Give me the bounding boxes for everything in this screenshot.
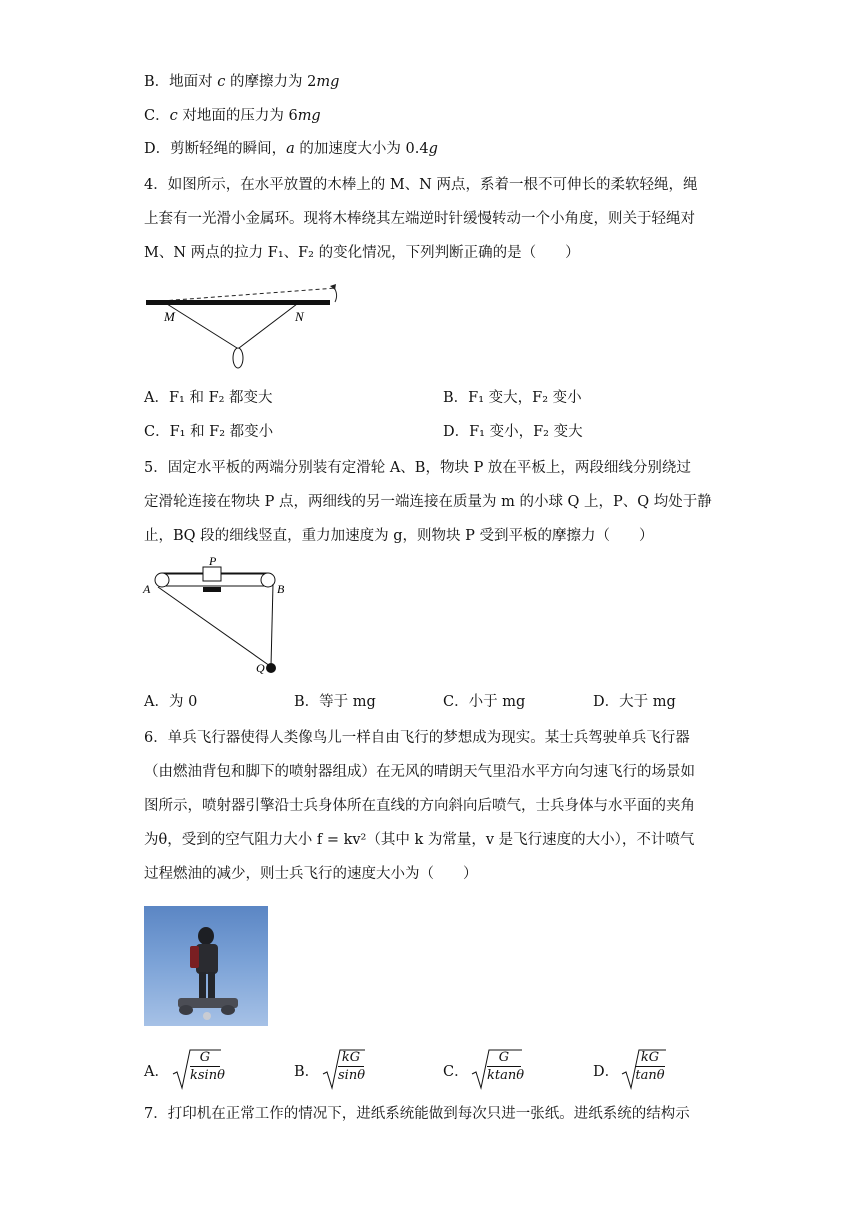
q6-option-c: C． $\frac{G}{ktan\theta}$ bbox=[443, 1046, 563, 1092]
label-a: A bbox=[143, 582, 151, 596]
q5-option-a: A．为 0 bbox=[144, 694, 198, 710]
metal-ring bbox=[233, 348, 243, 368]
rope-right bbox=[239, 304, 297, 348]
q5-option-c: C．小于 mg bbox=[443, 694, 526, 710]
option-b-prev: B．地面对 c 的摩擦力为 2mg bbox=[144, 74, 340, 90]
q5-figure-pulleys bbox=[140, 554, 290, 680]
rotated-rod-dashed bbox=[148, 288, 336, 302]
label-n: N bbox=[295, 309, 304, 324]
question-6-stem: 6．单兵飞行器使得人类像鸟儿一样自由飞行的梦想成为现实。某士兵驾驶单兵飞行器 （由燃油背包和脚下的喷射器组成）在无风的晴朗天气里沿水平方向匀速飞行的场景如 图所示，喷射器引擎沿士兵身体所在直线的方向斜向后喷气，士兵身体与水平面的夹角 为θ，受到的空气阻力大小 f = kv²（其中 k 为常量，v 是飞行速度的大小），不计喷气 过程燃油的减少，则士兵飞行的速度大小为（ ） bbox=[144, 730, 695, 882]
jetpack-soldier-photo bbox=[144, 906, 268, 1026]
q4-option-d: D．F₁ 变小，F₂ 变大 bbox=[443, 424, 583, 440]
option-d-prev: D．剪断轻绳的瞬间，a 的加速度大小为 0.4g bbox=[144, 141, 438, 157]
question-7-stem: 7．打印机在正常工作的情况下，进纸系统能做到每次只进一张纸。进纸系统的结构示 bbox=[144, 1106, 690, 1122]
q4-figure-rod-and-rope bbox=[140, 280, 360, 376]
q4-option-b: B．F₁ 变大，F₂ 变小 bbox=[443, 390, 582, 406]
block-p-base bbox=[203, 587, 221, 592]
q6-option-d: D． $\frac{kG}{\tan\theta}$ bbox=[593, 1046, 713, 1092]
wooden-rod bbox=[146, 300, 330, 305]
option-c-prev: C．c 对地面的压力为 6mg bbox=[144, 108, 321, 124]
label-b: B bbox=[277, 582, 285, 596]
q6-option-b: B． $\frac{kG}{\sin\theta}$ bbox=[294, 1046, 414, 1092]
q6-option-a: A． $\frac{G}{ksin\theta}$ bbox=[144, 1046, 264, 1092]
q4-option-a: A．F₁ 和 F₂ 都变大 bbox=[144, 390, 273, 406]
label-m: M bbox=[164, 309, 175, 324]
string-aq bbox=[158, 587, 270, 666]
label-q: Q bbox=[256, 661, 265, 675]
question-5-stem: 5．固定水平板的两端分别装有定滑轮 A、B，物块 P 放在平板上，两段细线分别绕过 定滑轮连接在物块 P 点，两细线的另一端连接在质量为 m 的小球 Q 上，P、Q 均处于静 止，BQ 段的细线竖直，重力加速度为 g，则物块 P 受到平板的摩擦力（ ） bbox=[144, 460, 712, 544]
q5-option-d: D．大于 mg bbox=[593, 694, 676, 710]
string-bq bbox=[271, 584, 273, 666]
label-p: P bbox=[209, 554, 217, 568]
rope-left bbox=[167, 304, 237, 348]
question-4-stem: 4．如图所示，在水平放置的木棒上的 M、N 两点，系着一根不可伸长的柔软轻绳，绳 上套有一光滑小金属环。现将木棒绕其左端逆时针缓慢转动一个小角度，则关于轻绳对 M、N 两点的拉力 F₁、F₂ 的变化情况，下列判断正确的是（ ） bbox=[144, 177, 698, 261]
q4-option-c: C．F₁ 和 F₂ 都变小 bbox=[144, 424, 274, 440]
ball-q bbox=[266, 663, 276, 673]
q5-option-b: B．等于 mg bbox=[294, 694, 376, 710]
block-p bbox=[203, 567, 221, 581]
rotation-arrowhead bbox=[330, 284, 336, 290]
pulley-a bbox=[155, 573, 169, 587]
soldier-silhouette bbox=[144, 906, 268, 1026]
